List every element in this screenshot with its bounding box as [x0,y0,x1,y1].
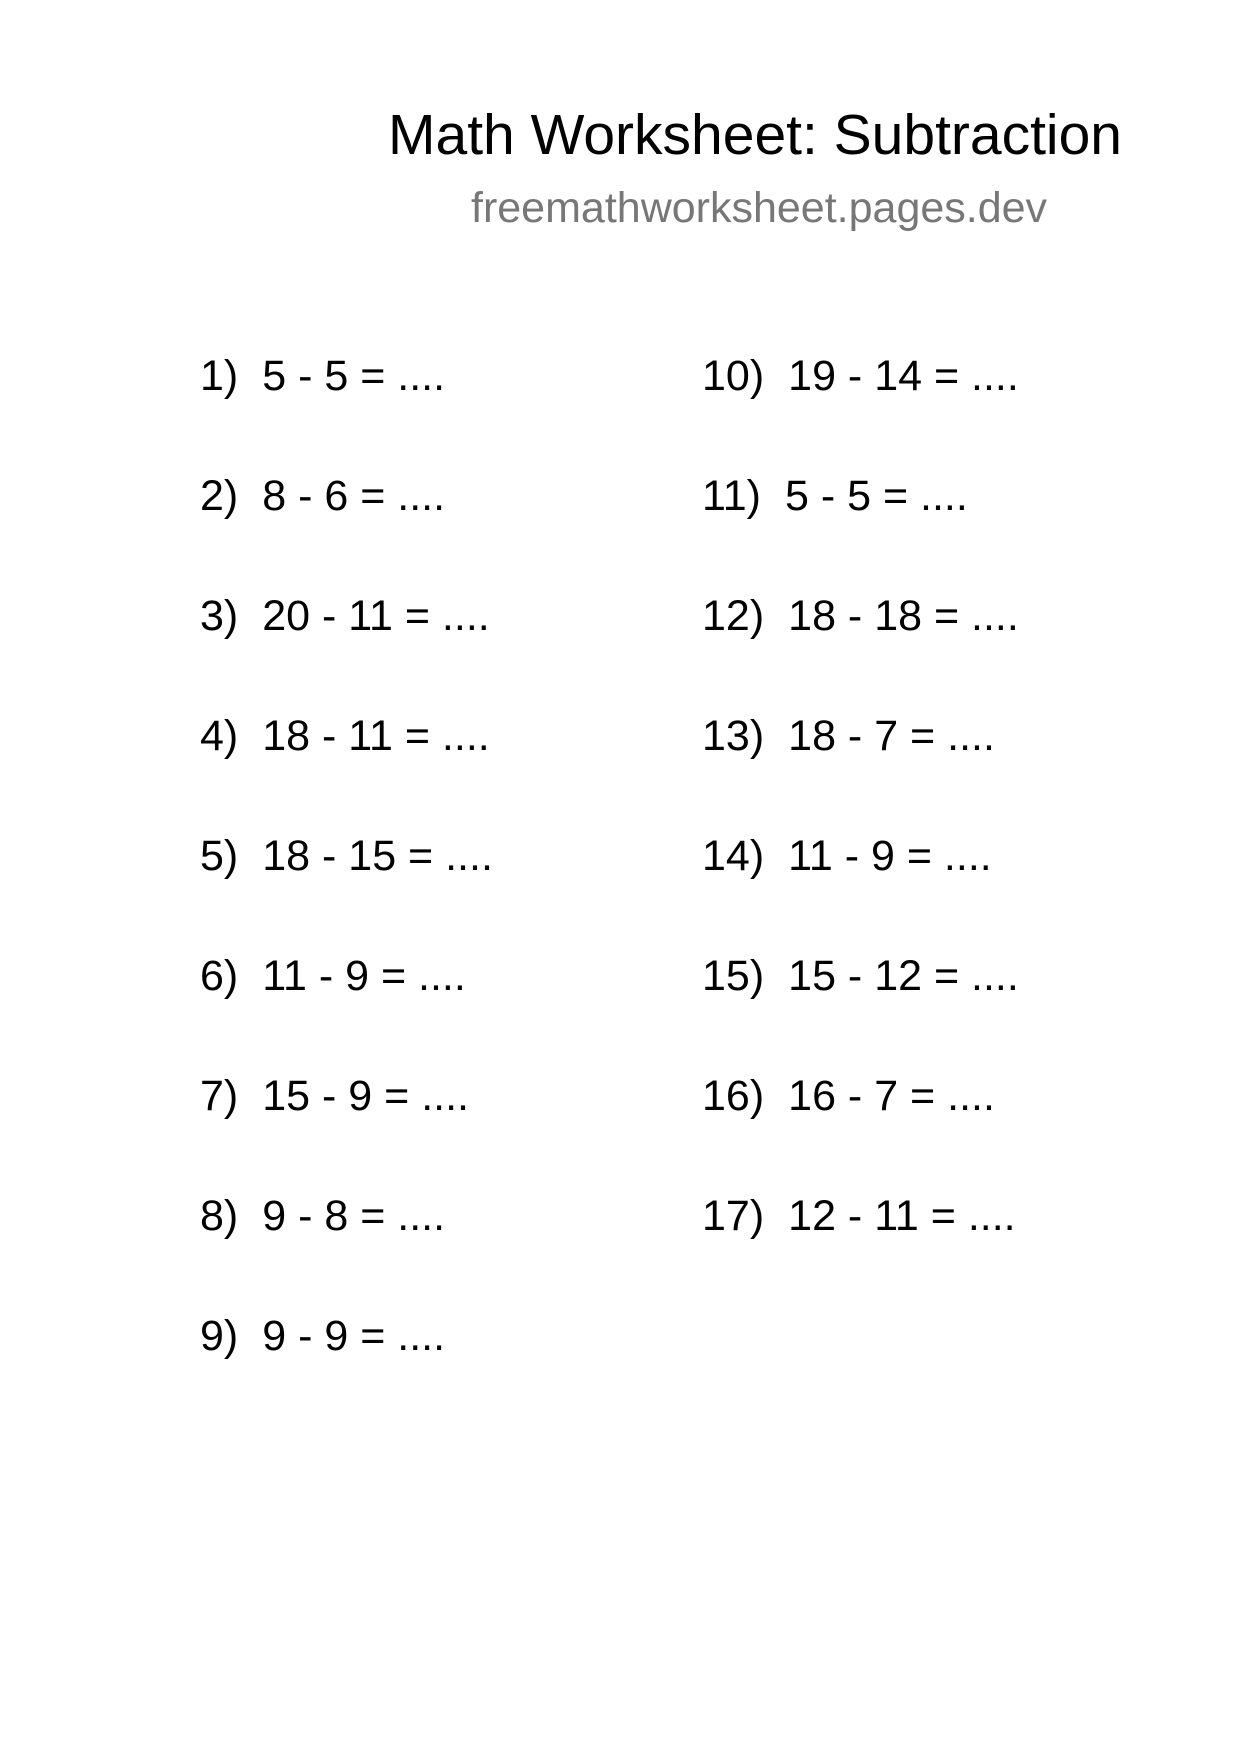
problem-number: 4) [200,712,239,760]
problem-number: 11) [702,472,761,520]
problem-item [702,348,1019,468]
problem-expression: 16 - 7 = .... [788,1072,995,1120]
problem-expression: 11 - 9 = .... [788,832,992,880]
problem-item [200,588,493,708]
problem-expression: 18 - 15 = .... [262,832,493,880]
problem-item [200,1188,493,1308]
problem-expression: 15 - 9 = .... [262,1072,469,1120]
problem-expression: 18 - 11 = .... [262,712,490,760]
problem-number: 17) [702,1192,765,1240]
problem-item [200,1068,493,1188]
source-url: freemathworksheet.pages.dev [471,184,1048,232]
problem-item [702,828,1019,948]
problem-expression: 18 - 18 = .... [788,592,1019,640]
page-title: Math Worksheet: Subtraction [388,103,1122,167]
problem-item [200,828,493,948]
problem-expression: 19 - 14 = .... [788,352,1019,400]
problem-number: 13) [702,712,765,760]
problem-item [702,588,1019,708]
problem-item [200,1308,493,1428]
problem-number: 5) [200,832,239,880]
problem-expression: 15 - 12 = .... [788,952,1019,1000]
problem-expression: 9 - 9 = .... [262,1312,446,1360]
problem-number: 1) [200,352,239,400]
problem-number: 15) [702,952,765,1000]
problem-number: 7) [200,1072,239,1120]
problem-expression: 8 - 6 = .... [262,472,446,520]
problem-expression: 11 - 9 = .... [262,952,466,1000]
problem-expression: 9 - 8 = .... [262,1192,446,1240]
problem-number: 12) [702,592,765,640]
problem-number: 14) [702,832,765,880]
problem-column-right [702,348,1019,1308]
problem-column-left [200,348,493,1428]
problem-number: 6) [200,952,239,1000]
problem-item [200,468,493,588]
problem-item [702,1068,1019,1188]
problem-expression: 18 - 7 = .... [788,712,995,760]
problem-item [200,348,493,468]
problem-number: 9) [200,1312,239,1360]
problem-item [200,948,493,1068]
problem-expression: 5 - 5 = .... [262,352,446,400]
problem-item [702,468,1019,588]
problem-number: 2) [200,472,239,520]
problem-expression: 5 - 5 = .... [784,472,968,520]
problem-item [702,708,1019,828]
problem-item [702,1188,1019,1308]
problem-expression: 20 - 11 = .... [262,592,490,640]
problem-number: 3) [200,592,239,640]
problem-number: 8) [200,1192,239,1240]
problem-item [702,948,1019,1068]
problem-number: 10) [702,352,765,400]
problem-expression: 12 - 11 = .... [788,1192,1016,1240]
problem-number: 16) [702,1072,765,1120]
problem-item [200,708,493,828]
